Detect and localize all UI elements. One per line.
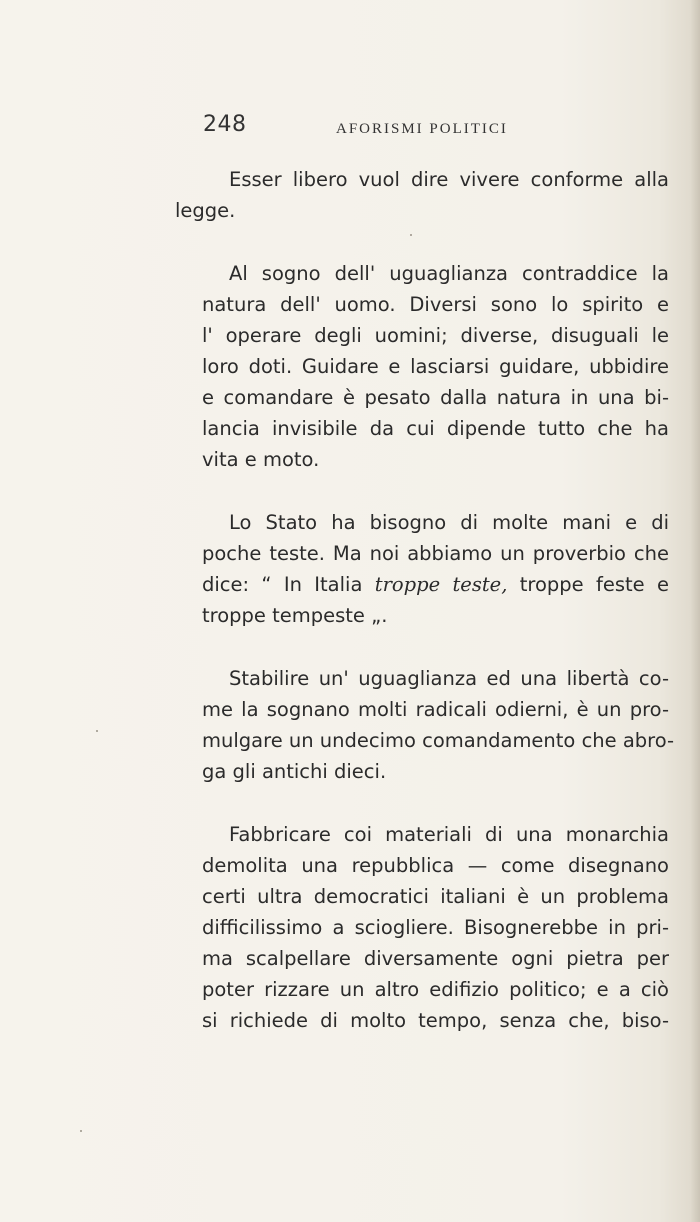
running-title: AFORISMI POLITICI xyxy=(336,121,508,137)
paragraph-2 xyxy=(175,258,669,475)
page-edge-shadow xyxy=(690,0,700,1222)
text-line: troppe tempeste „. xyxy=(202,604,388,627)
italic-phrase: troppe teste, xyxy=(374,573,508,596)
text-line: Stabilire un' uguaglianza ed una libertà co- xyxy=(229,667,669,690)
text-line: Fabbricare coi materiali di una monarchia xyxy=(229,823,669,846)
paper-speck xyxy=(96,730,98,732)
text-line: lancia invisibile da cui dipende tutto che ha xyxy=(202,417,669,440)
text-line: Esser libero vuol dire vivere conforme alla xyxy=(229,168,669,191)
text-fragment: dice: “ In Italia xyxy=(202,573,375,596)
paper-speck xyxy=(80,1130,82,1132)
text-line: si richiede di molto tempo, senza che, biso- xyxy=(202,1009,669,1032)
paper-speck xyxy=(410,234,412,236)
text-line: legge. xyxy=(175,199,236,222)
text-line: e comandare è pesato dalla natura in una bi- xyxy=(202,386,669,409)
text-line: Lo Stato ha bisogno di molte mani e di xyxy=(229,511,669,534)
text-line: ga gli antichi dieci. xyxy=(202,760,387,783)
page-header xyxy=(203,112,623,144)
text-line: me la sognano molti radicali odierni, è un pro- xyxy=(202,698,669,721)
text-line: ma scalpellare diversamente ogni pietra per xyxy=(202,947,669,970)
text-line: Al sogno dell' uguaglianza contraddice la xyxy=(229,262,669,285)
text-line: poche teste. Ma noi abbiamo un proverbio che xyxy=(202,542,669,565)
text-line: poter rizzare un altro edifizio politico; e a ciò xyxy=(202,978,669,1001)
text-line: difficilissimo a sciogliere. Bisognerebbe in pri- xyxy=(202,916,669,939)
text-line: loro doti. Guidare e lasciarsi guidare, ubbidire xyxy=(202,355,669,378)
text-line: mulgare un undecimo comandamento che abro- xyxy=(202,729,675,752)
text-line: certi ultra democratici italiani è un problema xyxy=(202,885,669,908)
paragraph-3 xyxy=(175,507,669,631)
text-line: demolita una repubblica — come disegnano xyxy=(202,854,669,877)
text-line: vita e moto. xyxy=(202,448,320,471)
text-line: l' operare degli uomini; diverse, disuguali le xyxy=(202,324,669,347)
text-line-with-italic xyxy=(175,569,669,600)
paragraph-1 xyxy=(175,164,669,226)
paragraph-4 xyxy=(175,663,675,787)
text-line: natura dell' uomo. Diversi sono lo spirito e xyxy=(202,293,669,316)
body-text xyxy=(175,164,675,1068)
text-fragment: troppe feste e xyxy=(507,573,669,596)
page-number: 248 xyxy=(203,112,247,137)
paragraph-5 xyxy=(175,819,669,1036)
